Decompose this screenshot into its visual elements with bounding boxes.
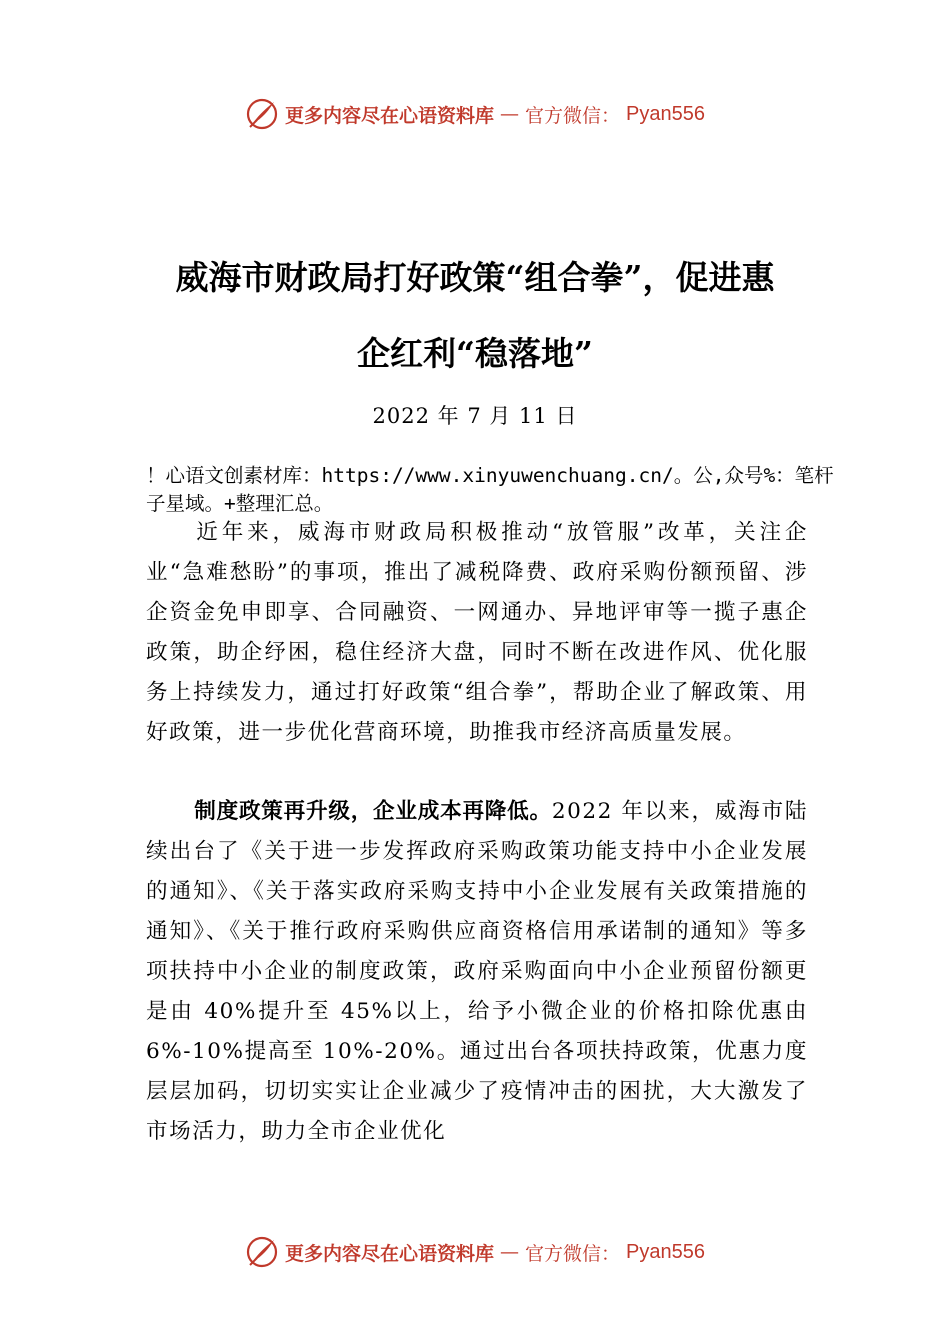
header-banner bbox=[0, 94, 950, 134]
source-note: ！心语文创素材库：https://www.xinyuwenchuang.cn/。公,众号%：笔杆子星域。+整理汇总。 bbox=[146, 464, 834, 515]
quill-logo-icon bbox=[245, 1235, 279, 1269]
article-title-line-1: 威海市财政局打好政策“组合拳”，促进惠 bbox=[175, 258, 775, 297]
body-paragraph-2 bbox=[146, 792, 808, 1152]
banner-main-text: 更多内容尽在心语资料库 bbox=[285, 104, 495, 127]
paragraph-1-text: 近年来，威海市财政局积极推动“放管服”改革，关注企业“急难愁盼”的事项，推出了减税降费、政府采购份额预留、涉企资金免申即享、合同融资、一网通办、异地评审等一揽子惠企政策，助企纾困，稳住经济大盘，同时不断在改进作风、优化服务上持续发力，通过打好政策“组合拳”，帮助企业了解政策、用好政策，进一步优化营商环境，助推我市经济高质量发展。 bbox=[146, 520, 808, 745]
banner-separator: — bbox=[500, 1241, 520, 1263]
banner-wechat-label: 官方微信： bbox=[525, 104, 621, 127]
quill-logo-icon bbox=[245, 97, 279, 131]
body-paragraph-1 bbox=[146, 513, 808, 753]
banner-wechat-id: Pyan556 bbox=[626, 102, 705, 125]
banner-main-text: 更多内容尽在心语资料库 bbox=[285, 1242, 495, 1265]
banner-separator: — bbox=[500, 103, 520, 125]
article-date: 2022 年 7 月 11 日 bbox=[372, 404, 578, 428]
banner-wechat-label: 官方微信： bbox=[525, 1242, 621, 1265]
article-title-line-2: 企红利“稳落地” bbox=[357, 334, 593, 373]
banner-wechat-id: Pyan556 bbox=[626, 1240, 705, 1263]
paragraph-2-heading: 制度政策再升级，企业成本再降低。 bbox=[194, 799, 552, 824]
footer-banner bbox=[0, 1232, 950, 1272]
paragraph-2-text: 2022 年以来，威海市陆续出台了《关于进一步发挥政府采购政策功能支持中小企业发展的通知》、《关于落实政府采购支持中小企业发展有关政策措施的通知》、《关于推行政府采购供应商资格信用承诺制的通知》等多项扶持中小企业的制度政策，政府采购面向中小企业预留份额更是由 40%提升至 45%以上，给予小微企业的价格扣除优惠由 6%-10%提高至 10%-20%。通过出台各项扶持政策，优惠力度层层加码，切切实实让企业减少了疫情冲击的困扰，大大激发了市场活力，助力全市企业优化 bbox=[146, 799, 808, 1144]
